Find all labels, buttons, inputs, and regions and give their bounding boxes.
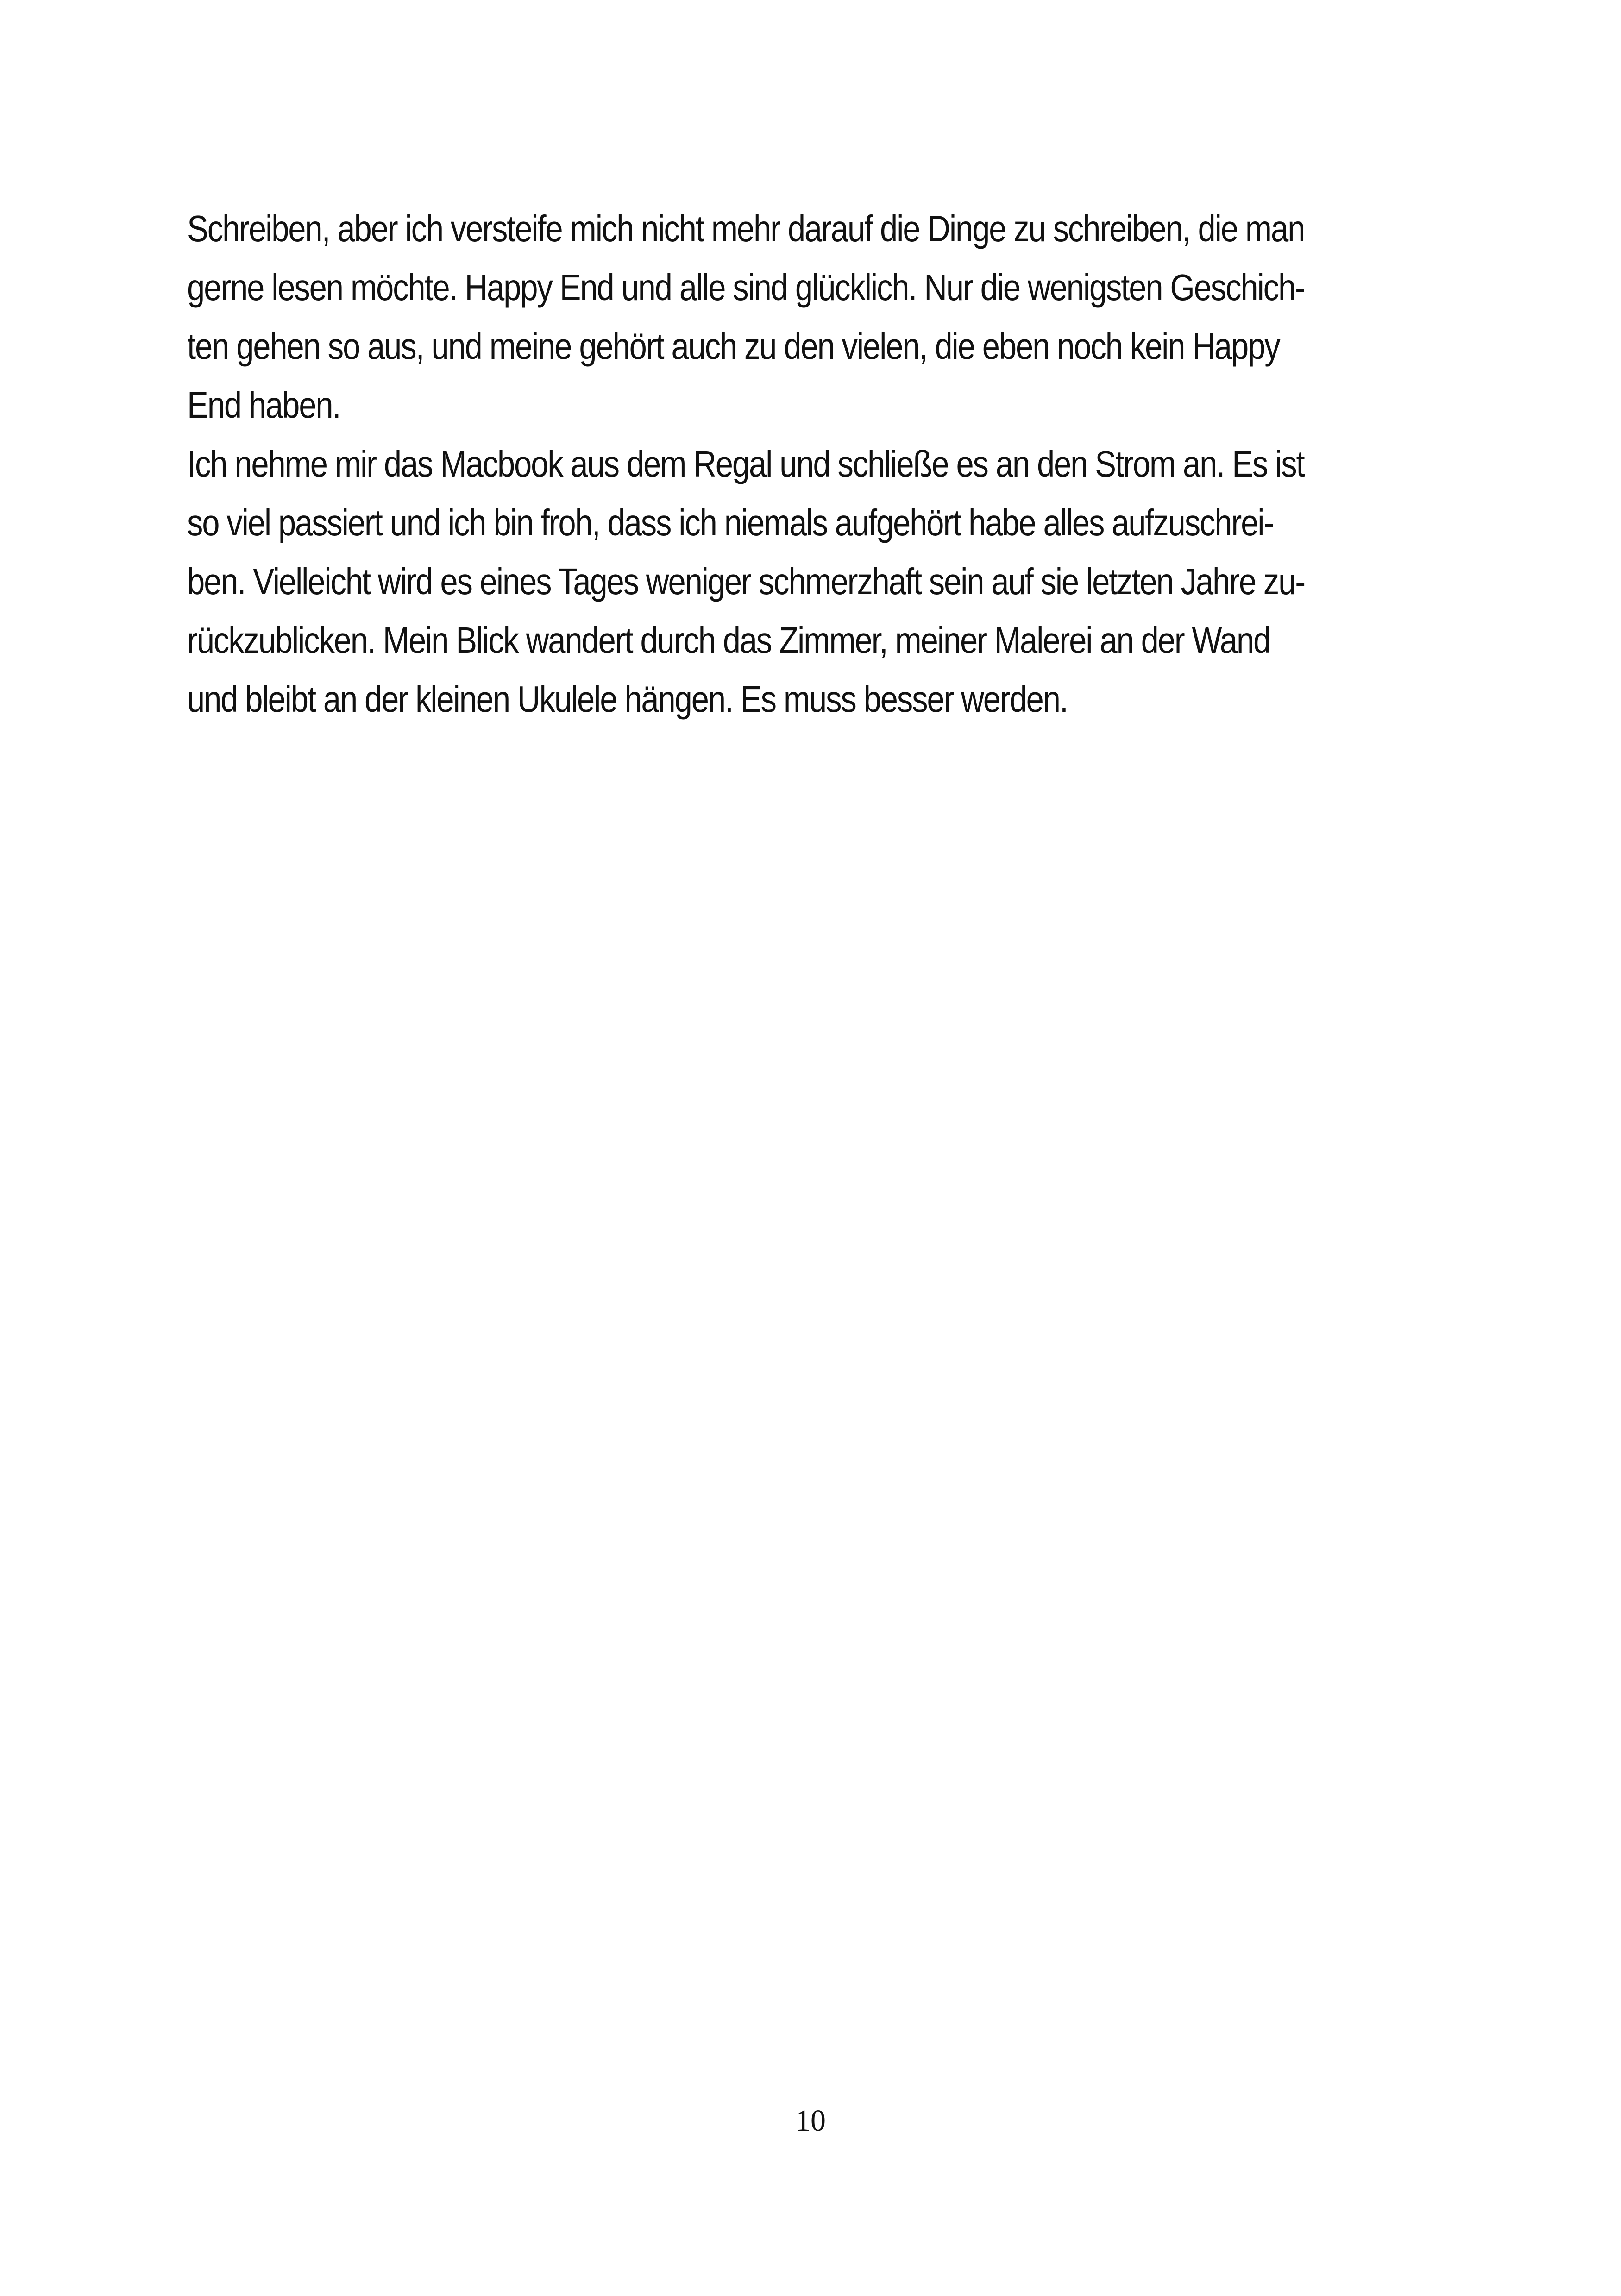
text-line-4: End haben. bbox=[187, 384, 340, 426]
body-text bbox=[187, 199, 1465, 728]
text-line-1: Schreiben, aber ich versteife mich nicht mehr darauf die Dinge zu schreiben, die man bbox=[187, 208, 1305, 249]
text-line-8: rückzublicken. Mein Blick wandert durch das Zimmer, meiner Malerei an der Wand bbox=[187, 620, 1270, 661]
text-line-7: ben. Vielleicht wird es eines Tages weniger schmerzhaft sein auf sie letzten Jahre zu- bbox=[187, 561, 1305, 602]
text-line-5: Ich nehme mir das Macbook aus dem Regal und schließe es an den Strom an. Es ist bbox=[187, 443, 1304, 484]
page-number: 10 bbox=[795, 2104, 826, 2138]
text-line-2: gerne lesen möchte. Happy End und alle sind glücklich. Nur die wenigsten Geschich- bbox=[187, 267, 1305, 308]
text-line-3: ten gehen so aus, und meine gehört auch zu den vielen, die eben noch kein Happy bbox=[187, 326, 1280, 367]
text-line-6: so viel passiert und ich bin froh, dass ich niemals aufgehört habe alles aufzuschrei- bbox=[187, 502, 1274, 543]
text-line-9: und bleibt an der kleinen Ukulele hängen. Es muss besser werden. bbox=[187, 678, 1068, 720]
